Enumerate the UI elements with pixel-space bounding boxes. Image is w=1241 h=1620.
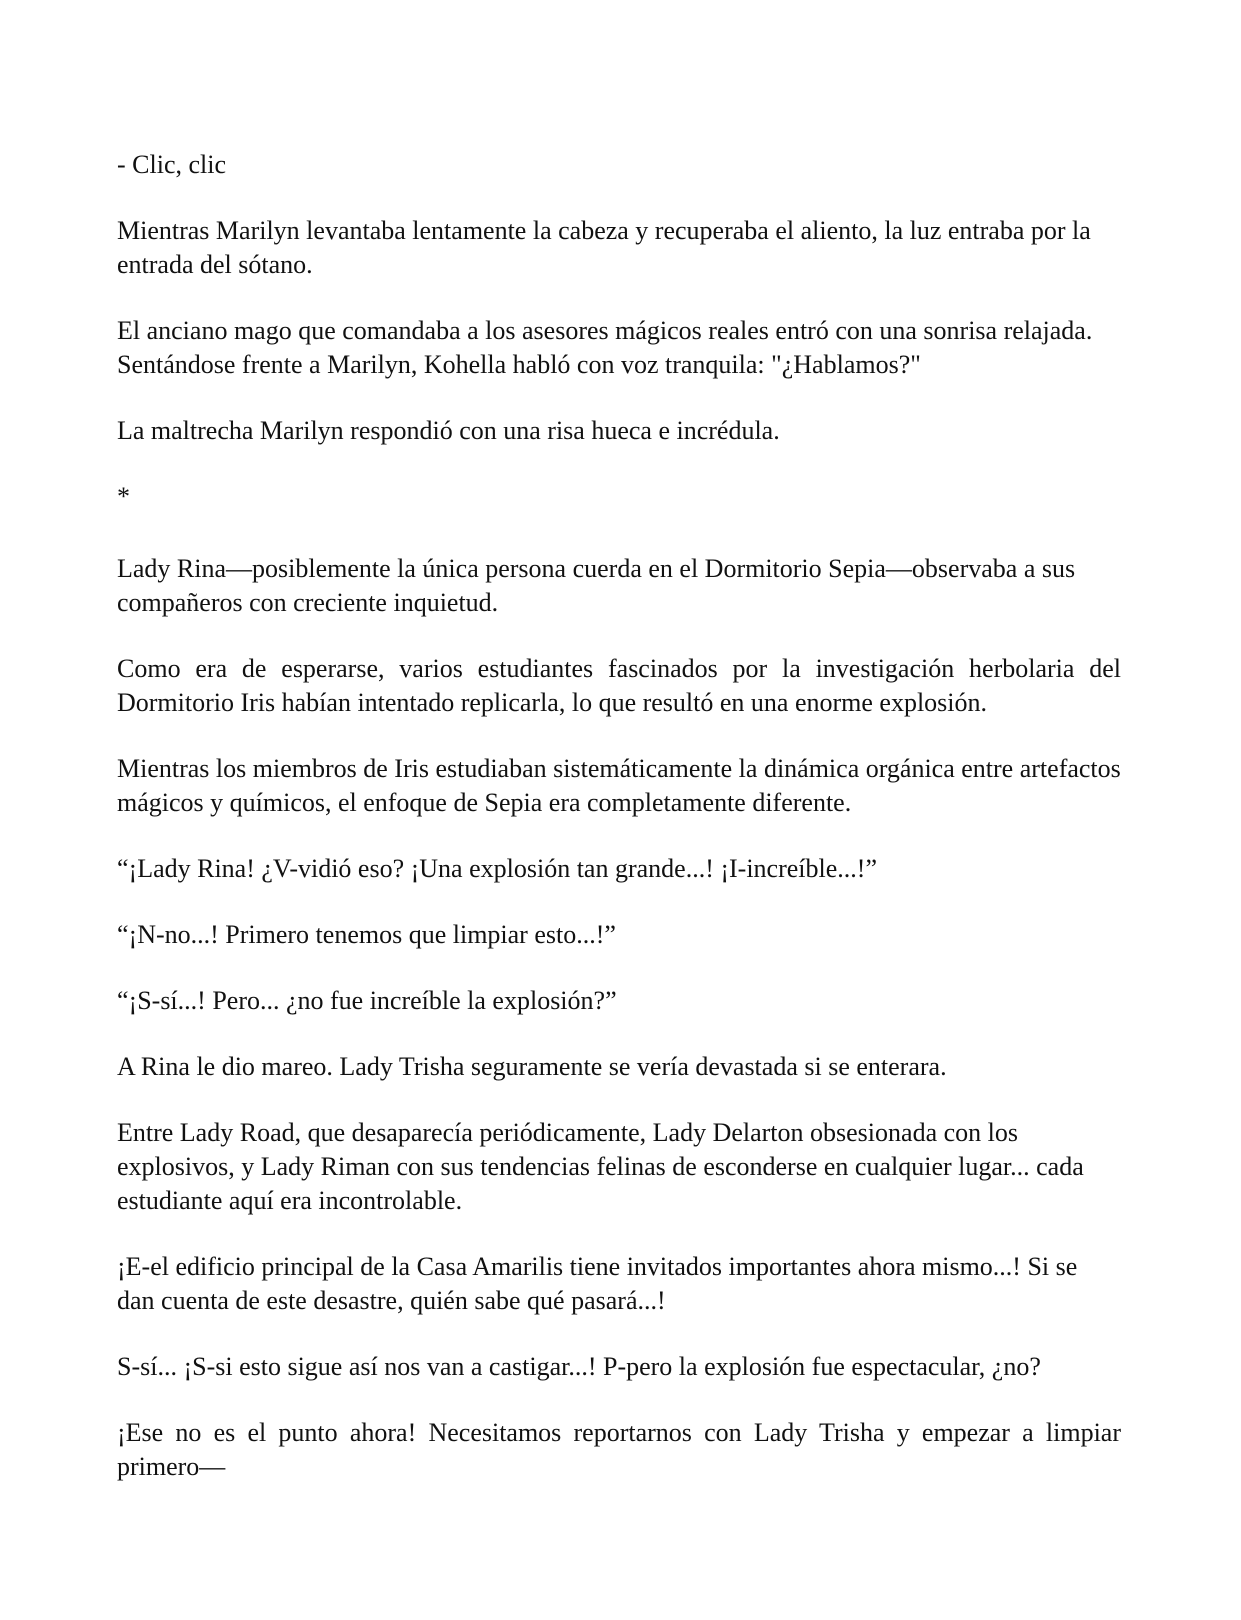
dialogue-line: “¡Lady Rina! ¿V-vidió eso? ¡Una explosión tan grande...! ¡I-increíble...!” [117, 854, 877, 883]
dialogue-line: “¡N-no...! Primero tenemos que limpiar esto...!” [117, 920, 616, 949]
paragraph: El anciano mago que comandaba a los asesores mágicos reales entró con una sonrisa relajada. Sentándose frente a Marilyn, Kohella habló con voz tranquila: "¿Hablamos?" [117, 316, 1093, 379]
paragraph: ¡Ese no es el punto ahora! Necesitamos reportarnos con Lady Trisha y empezar a limpiar primero— [117, 1418, 1121, 1481]
paragraph: ¡E-el edificio principal de la Casa Amarilis tiene invitados importantes ahora mismo...! Si se dan cuenta de este desastre, quién sabe qué pasará...! [117, 1252, 1078, 1315]
paragraph: Entre Lady Road, que desaparecía periódicamente, Lady Delarton obsesionada con los explosivos, y Lady Riman con sus tendencias felinas de esconderse en cualquier lugar... cada estudiante aquí era incontrolable. [117, 1118, 1084, 1215]
paragraph: Mientras los miembros de Iris estudiaban sistemáticamente la dinámica orgánica entre artefactos mágicos y químicos, el enfoque de Sepia era completamente diferente. [117, 754, 1121, 817]
paragraph: S-sí... ¡S-si esto sigue así nos van a castigar...! P-pero la explosión fue espectacular, ¿no? [117, 1352, 1041, 1381]
paragraph: Como era de esperarse, varios estudiantes fascinados por la investigación herbolaria del Dormitorio Iris habían intentado replicarla, lo que resultó en una enorme explosión. [117, 654, 1121, 717]
dialogue-line: “¡S-sí...! Pero... ¿no fue increíble la explosión?” [117, 986, 617, 1015]
paragraph-sound-effect: - Clic, clic [117, 150, 227, 179]
scene-separator: * [117, 482, 130, 511]
document-body [117, 148, 1121, 1516]
paragraph: A Rina le dio mareo. Lady Trisha seguramente se vería devastada si se enterara. [117, 1052, 947, 1081]
paragraph: Lady Rina—posiblemente la única persona cuerda en el Dormitorio Sepia—observaba a sus compañeros con creciente inquietud. [117, 554, 1076, 617]
paragraph: Mientras Marilyn levantaba lentamente la cabeza y recuperaba el aliento, la luz entraba por la entrada del sótano. [117, 216, 1091, 279]
paragraph: La maltrecha Marilyn respondió con una risa hueca e incrédula. [117, 416, 780, 445]
